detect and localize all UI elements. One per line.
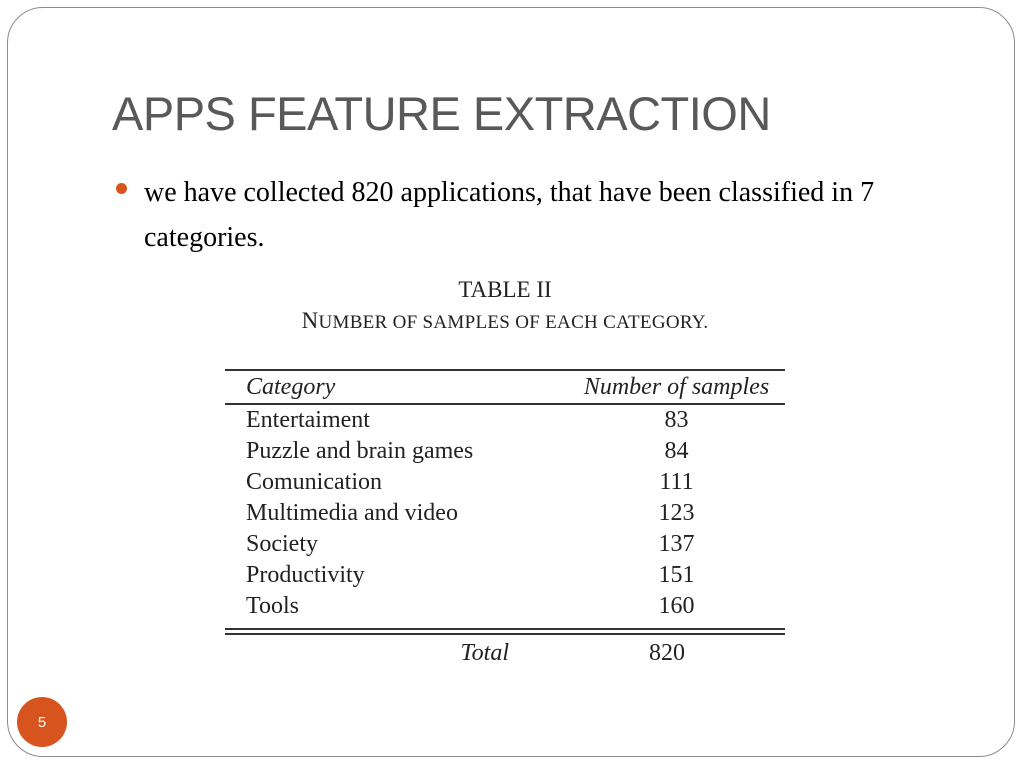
row-category: Puzzle and brain games [246,438,474,464]
header-category: Category [246,373,336,400]
row-count: 111 [659,469,694,495]
samples-table [225,369,785,669]
bullet-dot-icon [116,183,127,194]
table-row [225,467,785,498]
bullet-item [116,170,946,260]
row-count: 83 [664,407,689,433]
row-category: Comunication [246,469,382,495]
double-rule-line [225,633,785,635]
total-label: Total [460,640,509,666]
row-category: Society [246,531,318,557]
slide-title: APPS FEATURE EXTRACTION [112,87,771,140]
row-category: Entertaiment [246,407,370,433]
row-count: 137 [658,531,695,557]
row-count: 160 [658,593,695,619]
table-double-rule [225,628,785,635]
table-label: TABLE II [458,277,552,302]
table-caption [225,308,785,334]
row-count: 84 [664,438,689,464]
row-category: Multimedia and video [246,500,458,526]
table-row [225,529,785,560]
table-total-row [225,638,785,669]
caption-first-letter: N [301,308,319,333]
table-header-row [225,371,785,403]
header-number-of-samples: Number of samples [583,373,770,400]
table-row [225,436,785,467]
row-category: Productivity [246,562,365,588]
table-row [225,560,785,591]
row-count: 151 [658,562,695,588]
table-row [225,591,785,622]
row-count: 123 [658,500,695,526]
table-row [225,405,785,436]
row-category: Tools [246,593,299,619]
table-row [225,498,785,529]
caption-rest: UMBER OF SAMPLES OF EACH CATEGORY. [318,312,709,333]
bullet-text: we have collected 820 applications, that have been classified in 7 categories. [144,177,875,253]
double-rule-line [225,628,785,630]
slide-number-badge: 5 [17,697,67,747]
total-value: 820 [649,640,685,666]
